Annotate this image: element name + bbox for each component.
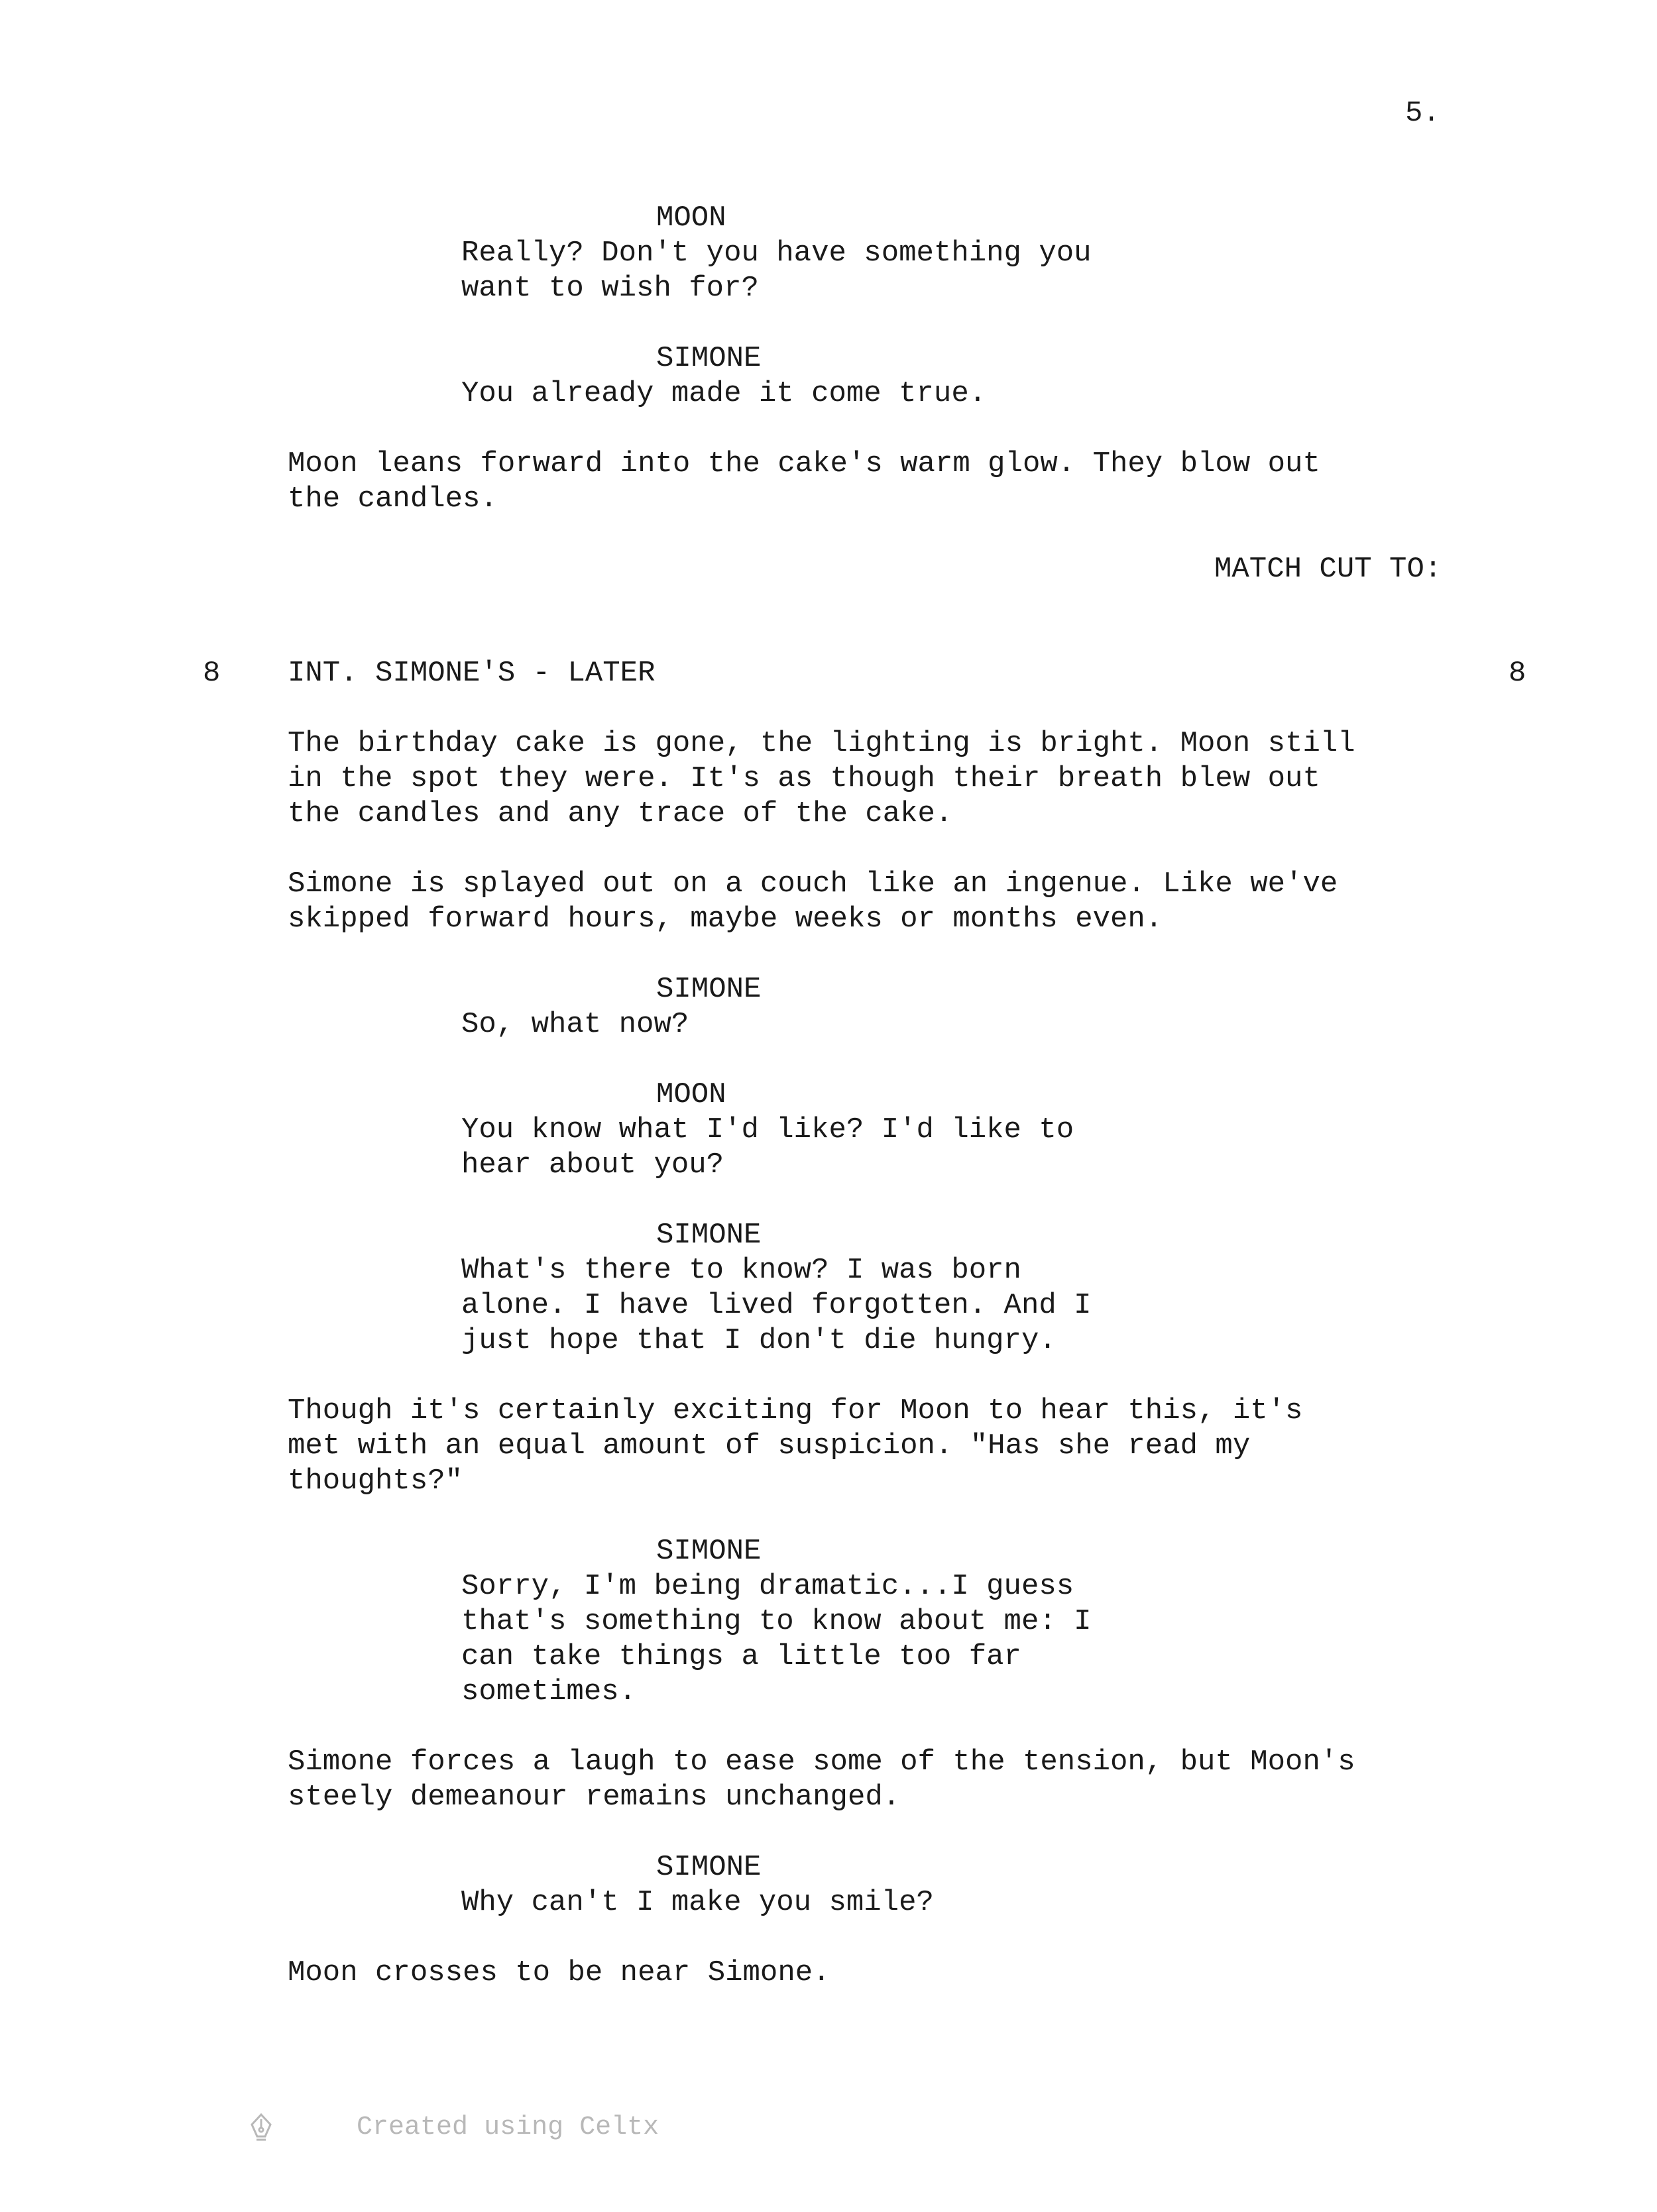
action-line: thoughts?" xyxy=(288,1465,463,1498)
action-line: in the spot they were. It's as though their breath blew out xyxy=(288,762,1320,795)
transition: MATCH CUT TO: xyxy=(1214,553,1442,586)
dialogue-line: Really? Don't you have something you xyxy=(461,237,1092,270)
character-name: SIMONE xyxy=(656,342,762,375)
action-line: skipped forward hours, maybe weeks or months even. xyxy=(288,903,1163,936)
footer-watermark xyxy=(249,2042,659,2212)
dialogue-line: want to wish for? xyxy=(461,272,759,305)
character-name: SIMONE xyxy=(656,973,762,1006)
dialogue-line: Sorry, I'm being dramatic...I guess xyxy=(461,1570,1074,1603)
character-name: SIMONE xyxy=(656,1535,762,1568)
dialogue-line: hear about you? xyxy=(461,1148,724,1182)
character-name: MOON xyxy=(656,1078,726,1111)
dialogue-line: can take things a little too far xyxy=(461,1640,1021,1673)
dialogue-line: What's there to know? I was born xyxy=(461,1254,1021,1287)
dialogue-line: You already made it come true. xyxy=(461,377,987,410)
dialogue-line: just hope that I don't die hungry. xyxy=(461,1324,1057,1357)
action-line: Simone forces a laugh to ease some of the tension, but Moon's xyxy=(288,1745,1355,1779)
character-name: MOON xyxy=(656,201,726,235)
character-name: SIMONE xyxy=(656,1851,762,1884)
action-line: the candles. xyxy=(288,482,498,516)
dialogue-line: sometimes. xyxy=(461,1675,637,1708)
scene-heading: INT. SIMONE'S - LATER xyxy=(288,657,656,690)
character-name: SIMONE xyxy=(656,1219,762,1252)
action-line: Moon crosses to be near Simone. xyxy=(288,1956,830,1989)
scene-number-left: 8 xyxy=(203,657,221,690)
dialogue-line: alone. I have lived forgotten. And I xyxy=(461,1289,1092,1322)
dialogue-line: that's something to know about me: I xyxy=(461,1605,1092,1638)
action-line: The birthday cake is gone, the lighting is bright. Moon still xyxy=(288,727,1355,760)
dialogue-line: So, what now? xyxy=(461,1008,689,1041)
action-line: Simone is splayed out on a couch like an ingenue. Like we've xyxy=(288,867,1338,901)
dialogue-line: Why can't I make you smile? xyxy=(461,1886,934,1919)
footer-text: Created using Celtx xyxy=(357,2112,659,2142)
page-number: 5. xyxy=(1405,97,1440,130)
action-line: met with an equal amount of suspicion. "Has she read my xyxy=(288,1429,1251,1463)
action-line: Though it's certainly exciting for Moon to hear this, it's xyxy=(288,1394,1303,1427)
action-line: the candles and any trace of the cake. xyxy=(288,797,953,830)
pen-nib-icon xyxy=(249,2042,345,2212)
action-line: steely demeanour remains unchanged. xyxy=(288,1781,901,1814)
dialogue-line: You know what I'd like? I'd like to xyxy=(461,1113,1074,1146)
action-line: Moon leans forward into the cake's warm glow. They blow out xyxy=(288,447,1320,480)
scene-number-right: 8 xyxy=(1509,657,1526,690)
